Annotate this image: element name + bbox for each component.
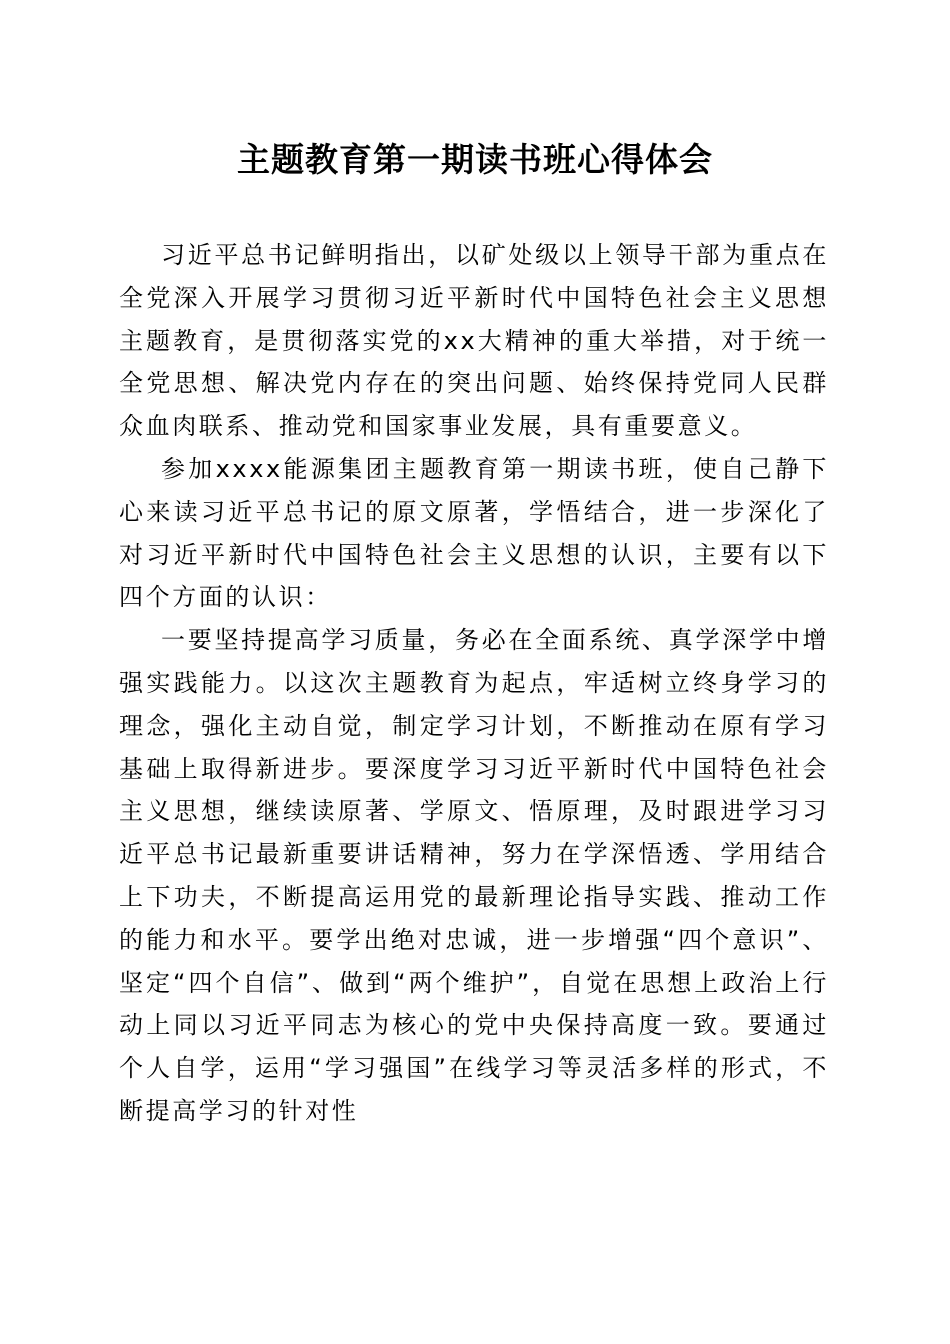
document-title: 主题教育第一期读书班心得体会 bbox=[237, 140, 713, 179]
paragraph-reading-class: 参加xxxx能源集团主题教育第一期读书班，使自己静下心来读习近平总书记的原文原著，学悟结合，进一步深化了对习近平新时代中国特色社会主义思想的认识，主要有以下四个方面的认识： bbox=[119, 454, 829, 612]
paragraph-intro: 习近平总书记鲜明指出，以矿处级以上领导干部为重点在全党深入开展学习贯彻习近平新时代中国特色社会主义思想主题教育，是贯彻落实党的xx大精神的重大举措，对于统一全党思想、解决党内存在的突出问题、始终保持党同人民群众血肉联系、推动党和国家事业发展，具有重要意义。 bbox=[119, 241, 829, 441]
paragraph-point-one: 一要坚持提高学习质量，务必在全面系统、真学深学中增强实践能力。以这次主题教育为起点，牢适树立终身学习的理念，强化主动自觉，制定学习计划，不断推动在原有学习基础上取得新进步。要深度学习习近平新时代中国特色社会主义思想，继续读原著、学原文、悟原理，及时跟进学习习近平总书记最新重要讲话精神，努力在学深悟透、学用结合上下功夫，不断提高运用党的最新理论指导实践、推动工作的能力和水平。要学出绝对忠诚，进一步增强“四个意识”、坚定“四个自信”、做到“两个维护”，自觉在思想上政治上行动上同以习近平同志为核心的党中央保持高度一致。要通过个人自学，运用“学习强国”在线学习等灵活多样的形式，不断提高学习的针对性 bbox=[119, 626, 829, 1125]
document-body bbox=[119, 234, 829, 1133]
